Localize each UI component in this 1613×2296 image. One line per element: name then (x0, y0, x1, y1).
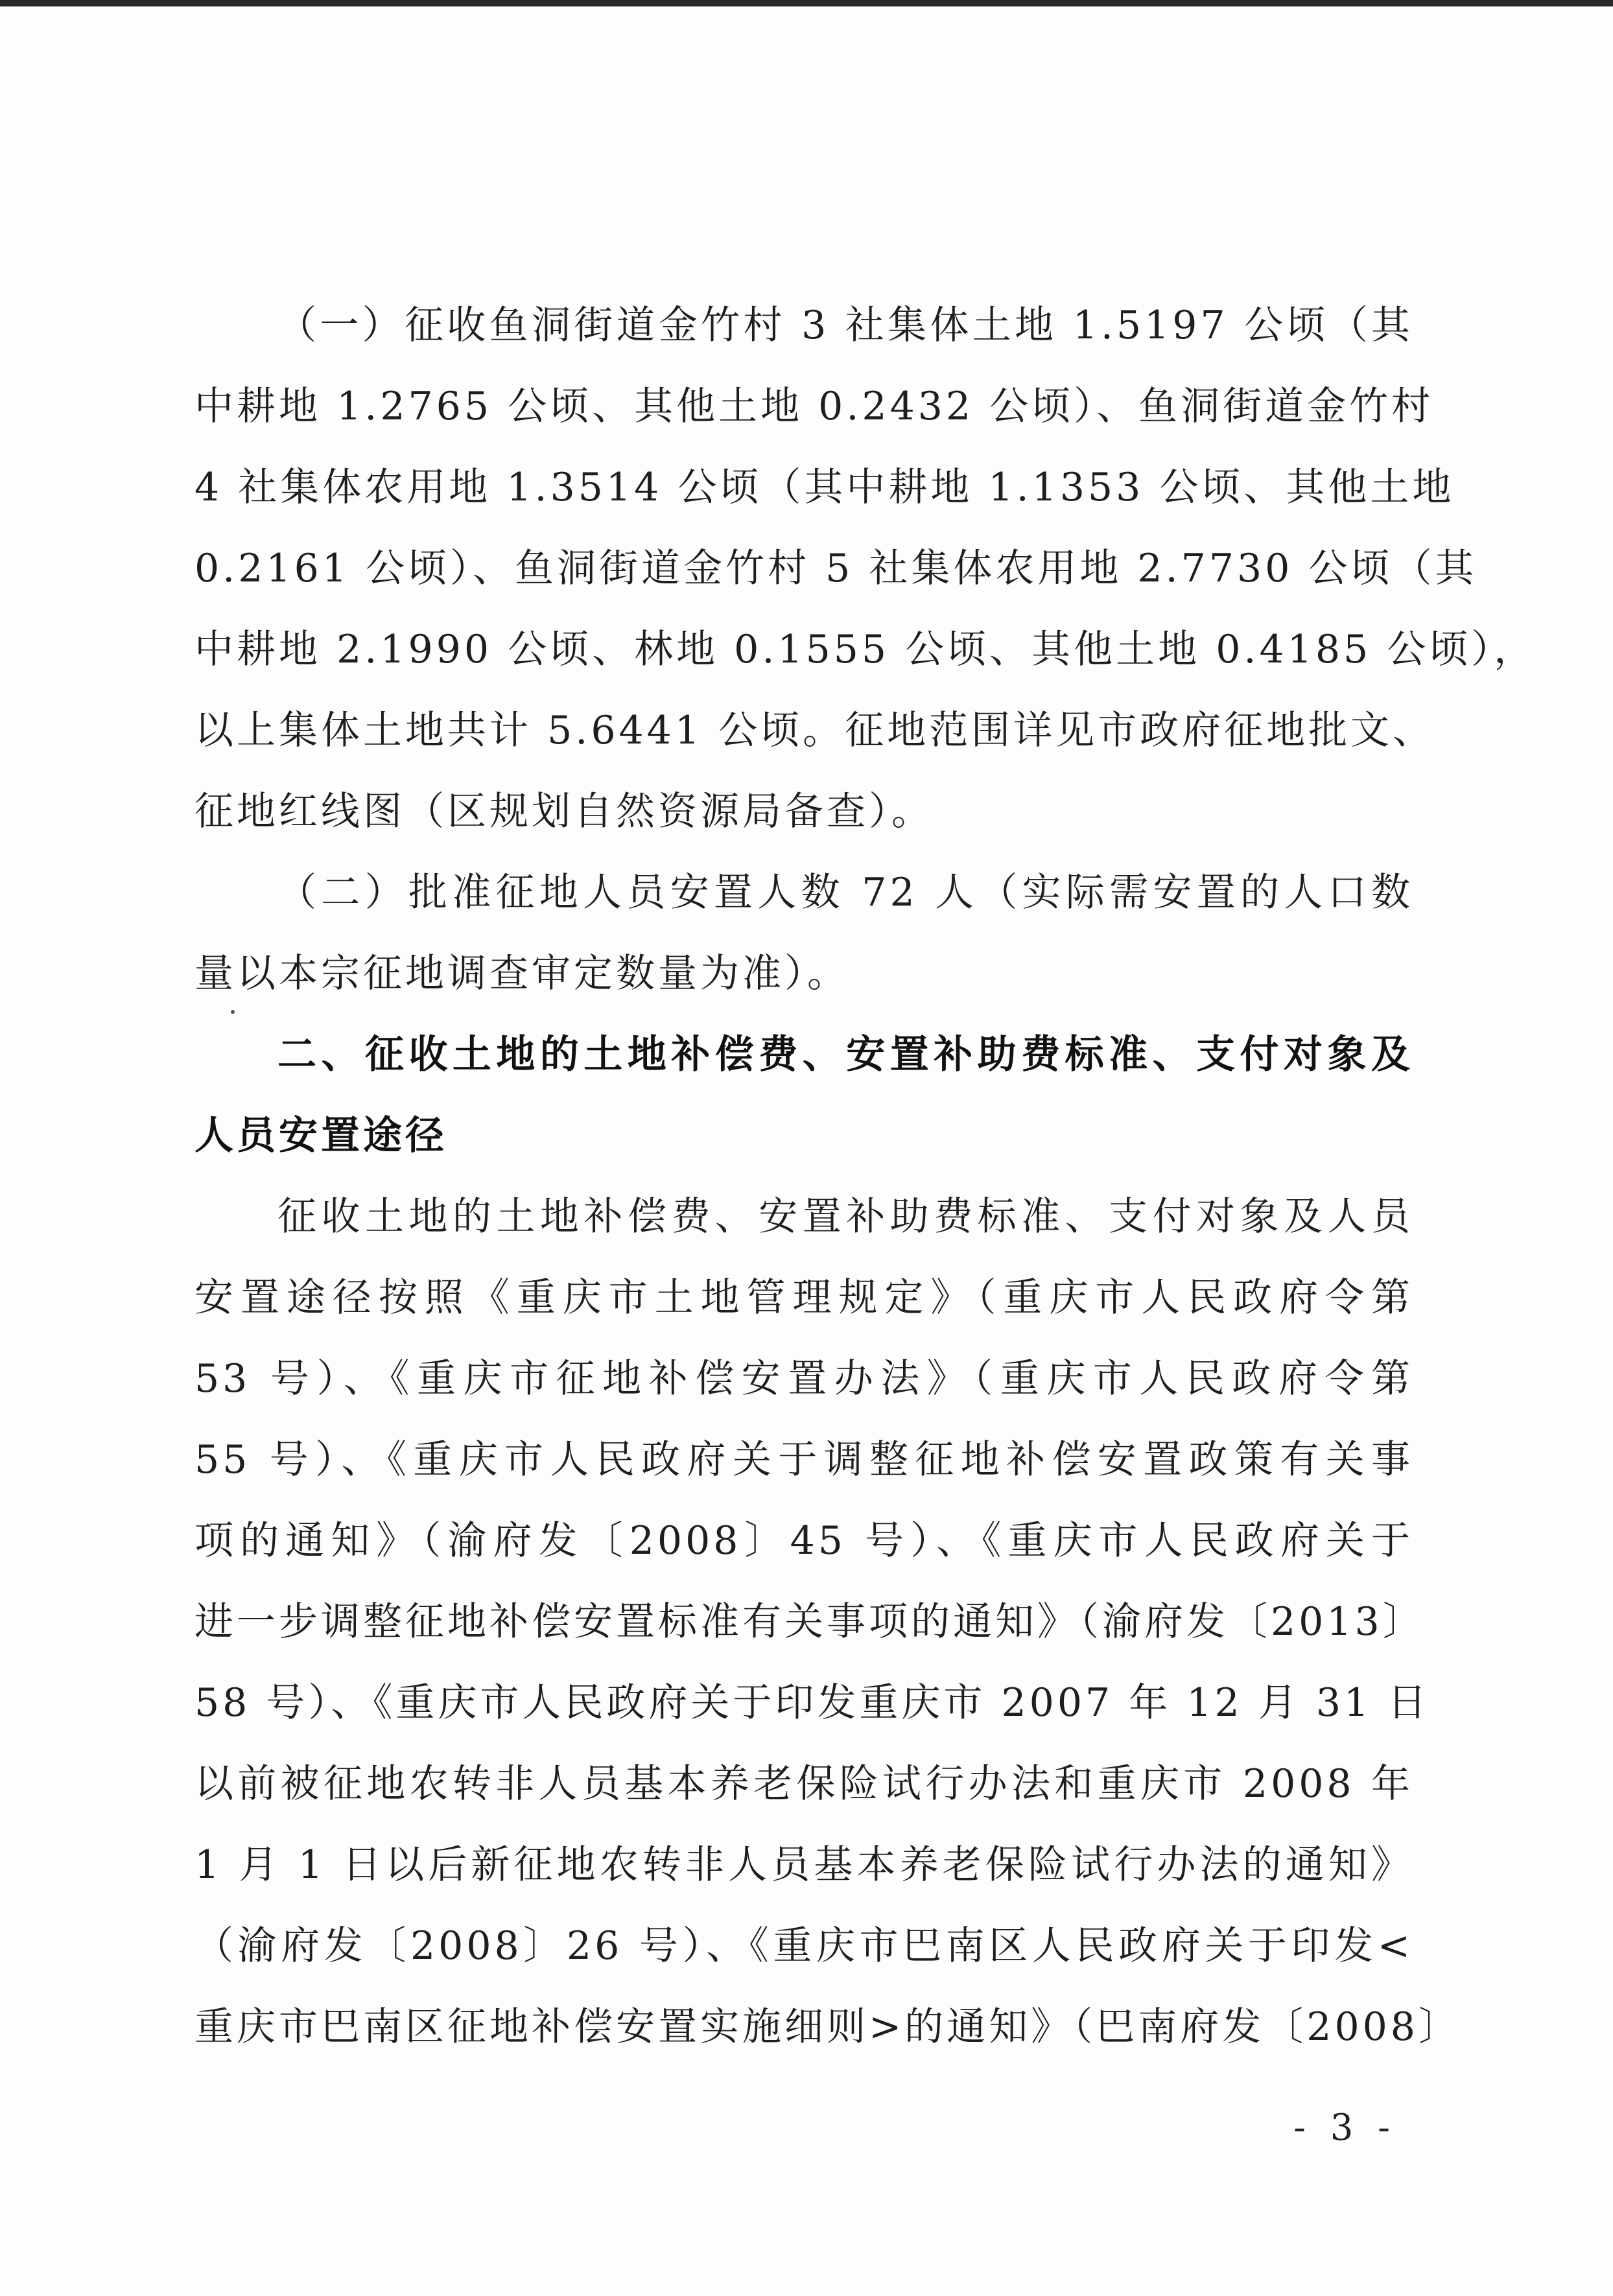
scan-top-edge (0, 0, 1613, 6)
paragraph-3-line-8: 以前被征地农转非人员基本养老保险试行办法和重庆市 2008 年 (194, 1761, 1413, 1807)
paragraph-2-line-2: 量以本宗征地调查审定数量为准）。 (194, 951, 849, 996)
paragraph-3-line-9: 1 月 1 日以后新征地农转非人员基本养老保险试行办法的通知》 (194, 1842, 1413, 1888)
paragraph-1-line-5: 中耕地 2.1990 公顷、林地 0.1555 公顷、其他土地 0.4185 公顷）， (194, 627, 1536, 672)
paragraph-3-line-4: 55 号）、《重庆市人民政府关于调整征地补偿安置政策有关事 (194, 1437, 1413, 1482)
paragraph-1-line-3: 4 社集体农用地 1.3514 公顷（其中耕地 1.1353 公顷、其他土地 (194, 465, 1455, 510)
paragraph-3-line-11: 重庆市巴南区征地补偿安置实施细则>的通知》（巴南府发〔2008〕 (194, 2004, 1461, 2050)
paragraph-1-line-6: 以上集体土地共计 5.6441 公顷。征地范围详见市政府征地批文、 (194, 708, 1435, 753)
section-heading-line-2: 人员安置途径 (194, 1113, 447, 1158)
paragraph-3-line-2: 安置途径按照《重庆市土地管理规定》（重庆市人民政府令第 (194, 1275, 1413, 1320)
page-number: - 3 - (1293, 2107, 1397, 2149)
paragraph-3-line-7: 58 号）、《重庆市人民政府关于印发重庆市 2007 年 12 月 31 日 (194, 1680, 1430, 1726)
paragraph-3-line-10: （渝府发〔2008〕26 号）、《重庆市巴南区人民政府关于印发< (194, 1923, 1413, 1969)
paragraph-1-line-2: 中耕地 1.2765 公顷、其他土地 0.2432 公顷）、鱼洞街道金竹村 (194, 384, 1434, 429)
paragraph-3-line-6: 进一步调整征地补偿安置标准有关事项的通知》（渝府发〔2013〕 (194, 1599, 1425, 1645)
paragraph-3-line-3: 53 号）、《重庆市征地补偿安置办法》（重庆市人民政府令第 (194, 1356, 1413, 1401)
paragraph-3-line-1: 征收土地的土地补偿费、安置补助费标准、支付对象及人员 (277, 1194, 1413, 1239)
document-body (194, 285, 1536, 2068)
paragraph-1-line-1: （一）征收鱼洞街道金竹村 3 社集体土地 1.5197 公顷（其 (277, 303, 1413, 348)
paragraph-1-line-7: 征地红线图（区规划自然资源局备查）。 (194, 789, 934, 834)
paragraph-1-line-4: 0.2161 公顷）、鱼洞街道金竹村 5 社集体农用地 2.7730 公顷（其 (194, 546, 1478, 591)
paragraph-2-line-1: （二）批准征地人员安置人数 72 人（实际需安置的人口数 (277, 870, 1413, 915)
section-heading-line-1: 二、征收土地的土地补偿费、安置补助费标准、支付对象及 (277, 1032, 1413, 1077)
paragraph-3-line-5: 项的通知》（渝府发〔2008〕45 号）、《重庆市人民政府关于 (194, 1518, 1413, 1564)
